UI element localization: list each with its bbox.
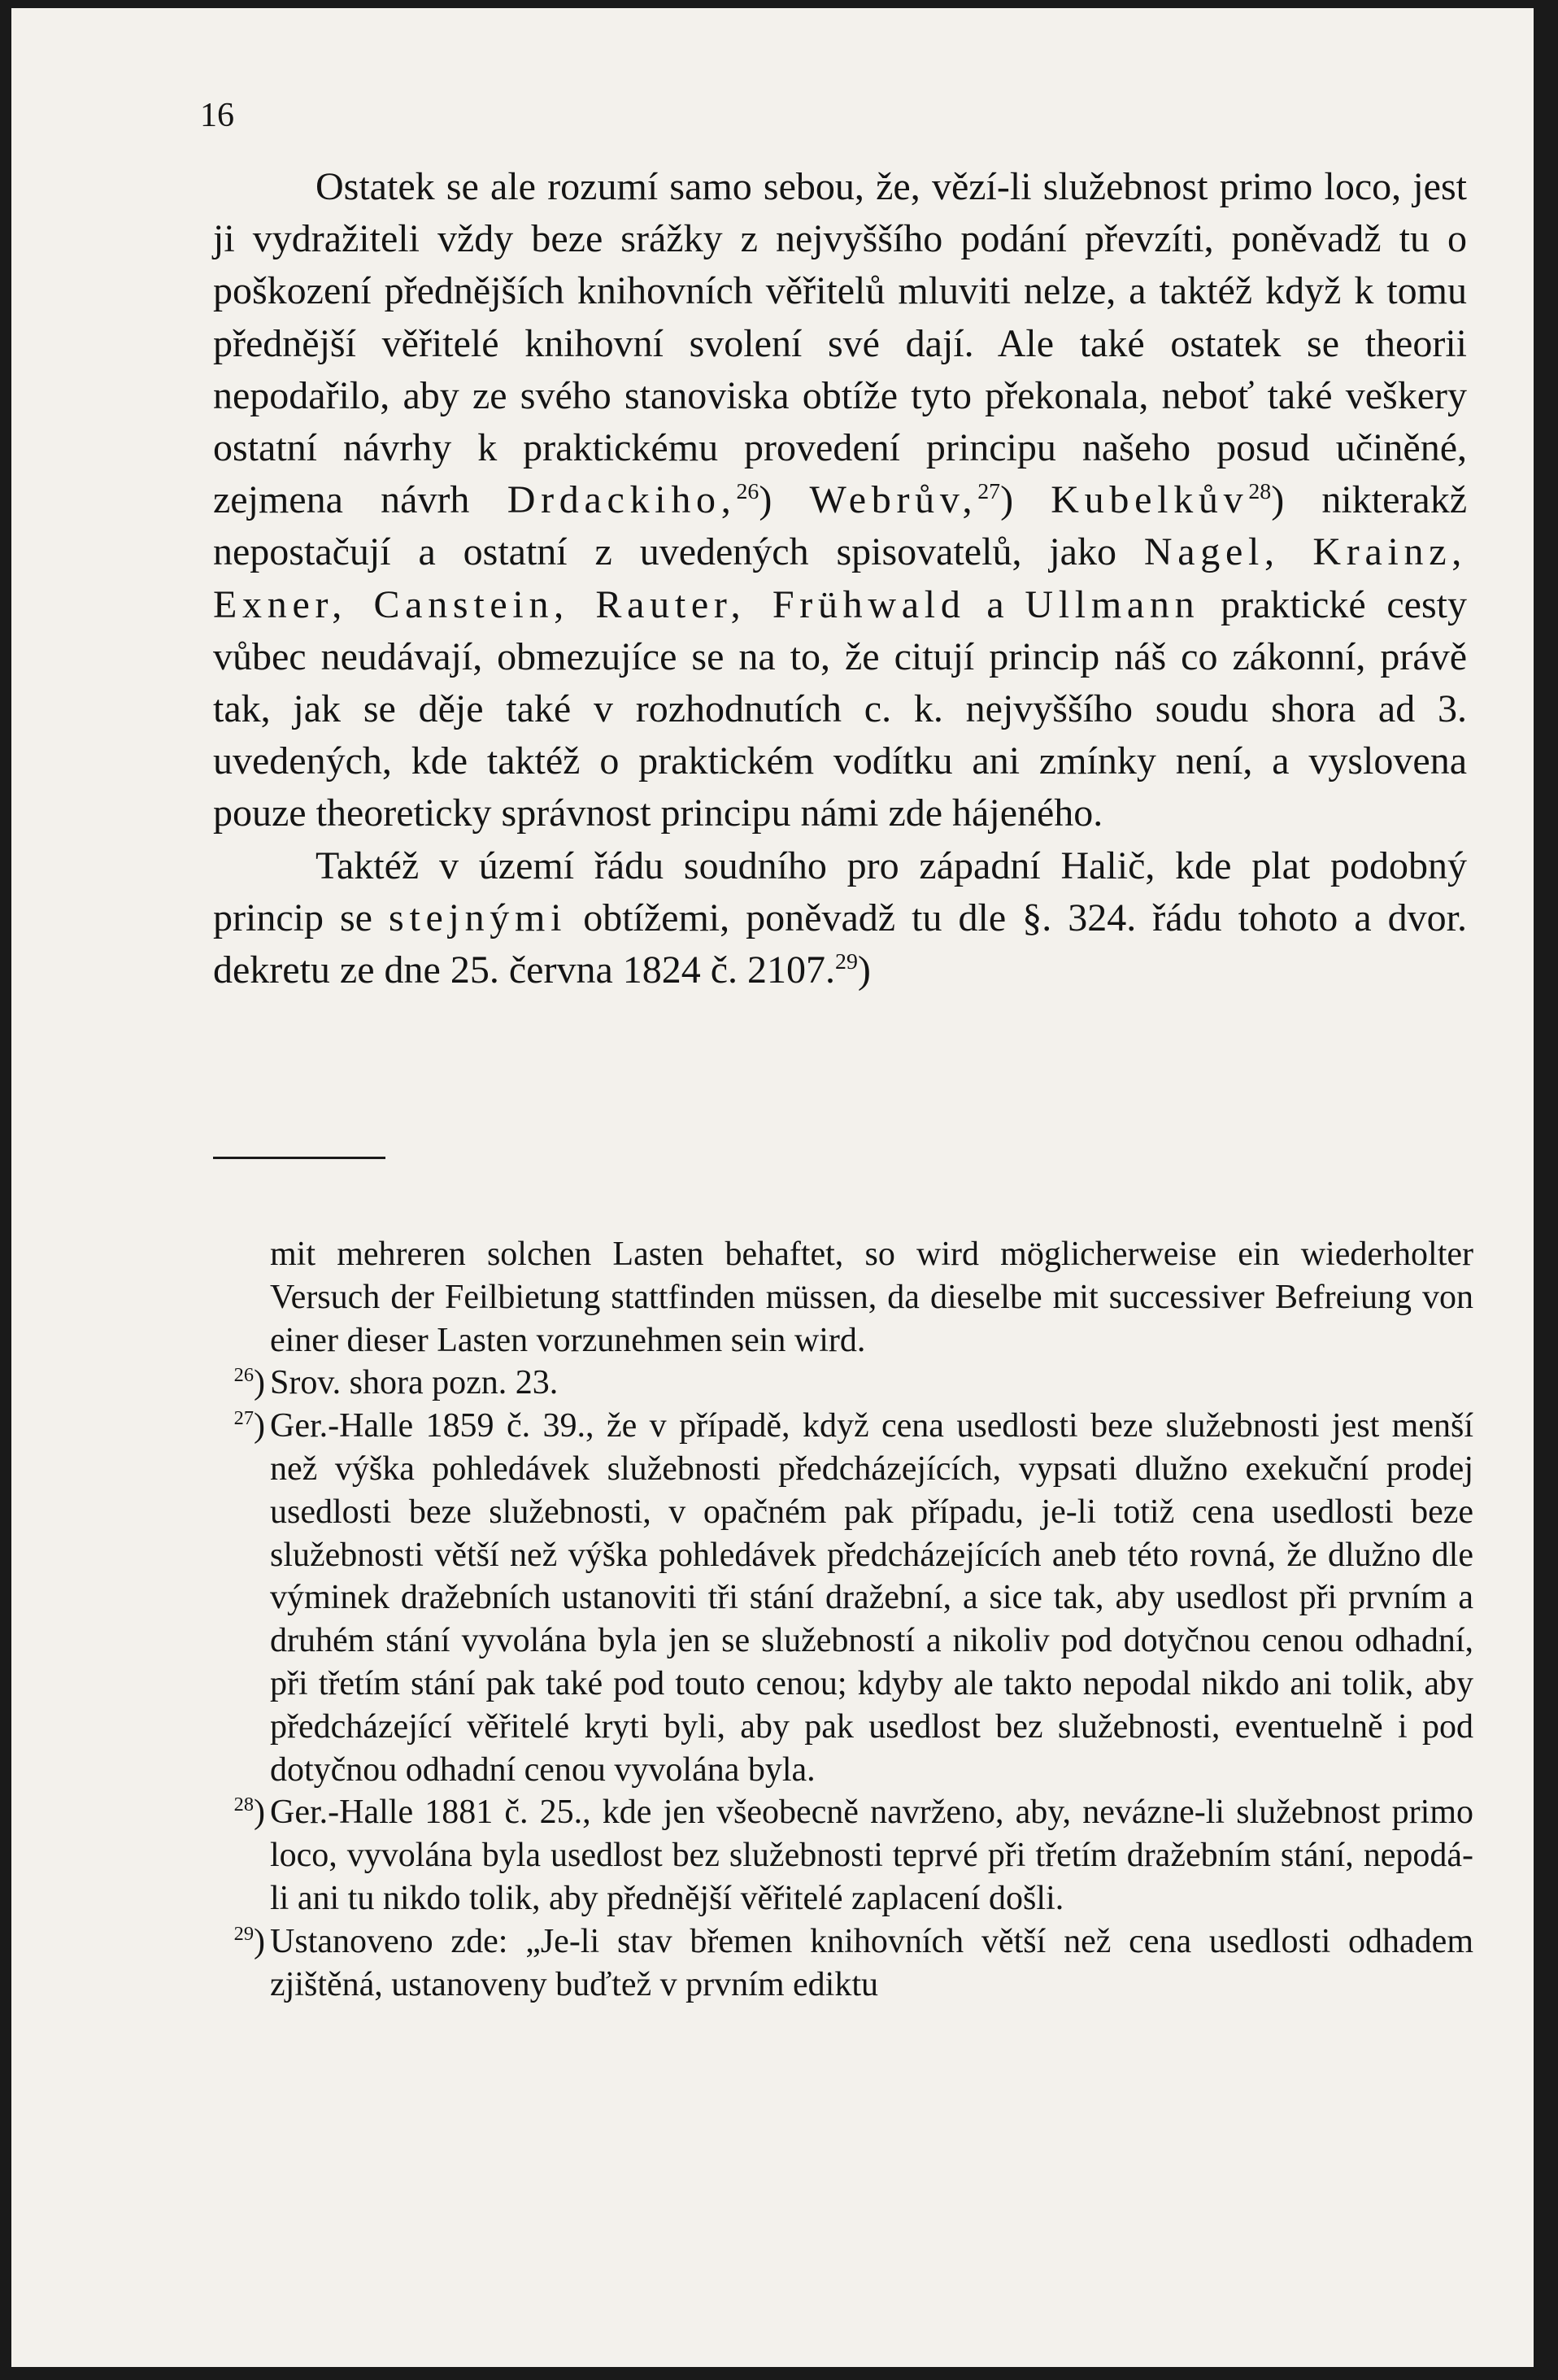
conjunction: a bbox=[986, 582, 1004, 626]
paragraph-1-text-a: Ostatek se ale rozumí samo sebou, že, vězí-li služebnost primo loco, jest ji vydražiteli vždy beze srážky z nejvyššího podání převzíti, poněvadž tu o poškození přednějších knihovních věřitelů mluviti nelze, a taktéž když k tomu přednější věřitelé knihovní svolení své dají. Ale také ostatek se theorii nepodařilo, aby ze svého stanoviska obtíže tyto překonala, neboť také veškery ostatní návrhy k praktickému provedení principu našeho posud učiněné, zejmena návrh bbox=[213, 165, 1467, 522]
footnote-28 bbox=[233, 1791, 1473, 1920]
paragraph-2-text-a: Taktéž v území řádu soudního pro západní Halič, kde plat podobný princip se bbox=[213, 843, 1467, 939]
footnote-ref-26: 26 bbox=[736, 478, 759, 504]
emphasis-stejnymi: stejnými bbox=[389, 896, 568, 939]
paren-close: ) bbox=[759, 478, 772, 522]
page-number: 16 bbox=[200, 97, 234, 134]
footnote-ref-27: 27 bbox=[977, 478, 1001, 504]
footnote-26-text: Srov. shora pozn. 23. bbox=[270, 1364, 559, 1402]
footnote-27 bbox=[233, 1405, 1473, 1791]
footnote-ref-29: 29 bbox=[835, 948, 858, 974]
author-name-weber: Webrův, bbox=[809, 478, 978, 522]
paragraph-1-text-f: praktické cesty vůbec neudávají, obmezujíce se na to, že citují princip náš co zákonní, právě tak, jak se děje také v rozhodnutích c. k. nejvyššího soudu shora ad 3. uvedených, kde taktéž o praktickém vodítku ani zmínky není, a vyslovena pouze theoreticky správnost principu námi zde hájeného. bbox=[213, 582, 1468, 835]
paragraph-1 bbox=[213, 161, 1467, 840]
footnote-27-text: Ger.-Halle 1859 č. 39., že v případě, když cena usedlosti beze služebnosti jest menší než výška pohledávek služebnosti předcházejících, vypsati dlužno exekuční prodej usedlosti beze služebnosti, v opačném pak případu, je-li totiž cena usedlosti beze služebnosti větší než výška pohledávek předcházejících aneb této rovná, že dlužno dle výminek dražebních ustanoviti tři stání dražební, a sice tak, aby usedlost při prvním a druhém stání vyvolána byla jen se služebností a nikoliv pod dotyčnou cenou odhadní, při třetím stání pak také pod touto cenou; kdyby ale takto nepodal nikdo ani tolik, aby předcházející věřitelé kryti byli, aby pak usedlost bez služebnosti, eventuelně i pod dotyčnou odhadní cenou vyvolána byla. bbox=[270, 1407, 1473, 1789]
footnote-26-mark: $^{26}$) bbox=[233, 1364, 265, 1402]
book-page bbox=[11, 8, 1534, 2367]
footnotes bbox=[233, 1233, 1473, 2006]
author-name-ullmann: Ullmann bbox=[1025, 582, 1200, 626]
footnote-26 bbox=[233, 1362, 1473, 1405]
main-text bbox=[213, 161, 1467, 996]
paragraph-2-text-b: obtížemi, poněvadž tu dle §. 324. řádu tohoto a dvor. dekretu ze dne 25. června 1824 č. 2107. bbox=[213, 896, 1468, 992]
footnote-29-mark: $^{29}$) bbox=[233, 1922, 265, 1960]
paragraph-1-text-d: ) nikterakž nepostačují a ostatní z uvedených spisovatelů, jako bbox=[213, 478, 1468, 574]
paragraph-2 bbox=[213, 840, 1467, 997]
footnote-continuation: mit mehreren solchen Lasten behaftet, so wird möglicherweise ein wiederholter Versuch der Feilbietung stattfinden müssen, da dieselbe mit successiver Befreiung von einer dieser Lasten vorzunehmen sein wird. bbox=[270, 1236, 1473, 1359]
author-name-drdacki: Drdackiho, bbox=[507, 478, 737, 522]
author-name-kubelka: Kubelkův bbox=[1051, 478, 1249, 522]
footnote-29-text: Ustanoveno zde: „Je-li stav břemen knihovních větší než cena usedlosti odhadem zjištěná, ustanoveny buďtež v prvním ediktu bbox=[270, 1922, 1473, 2003]
author-names-list: Nagel, Krainz, Exner, Canstein, Rauter, Frühwald bbox=[213, 530, 1467, 626]
paren-close: ) bbox=[857, 948, 871, 992]
footnote-28-mark: $^{28}$) bbox=[233, 1794, 265, 1832]
paren-close: ) bbox=[1000, 478, 1014, 522]
footnote-ref-28: 28 bbox=[1248, 478, 1272, 504]
footnote-29 bbox=[233, 1920, 1473, 2007]
footnote-27-mark: $^{27}$) bbox=[233, 1407, 265, 1445]
footnote-28-text: Ger.-Halle 1881 č. 25., kde jen všeobecně navrženo, aby, nevázne-li služebnost primo loco, vyvolána byla usedlost bez služebnosti teprvé při třetím dražebním stání, nepodá-li ani tu nikdo tolik, aby přednější věřitelé zaplacení došli. bbox=[270, 1794, 1473, 1917]
footnote-divider bbox=[213, 1157, 385, 1159]
